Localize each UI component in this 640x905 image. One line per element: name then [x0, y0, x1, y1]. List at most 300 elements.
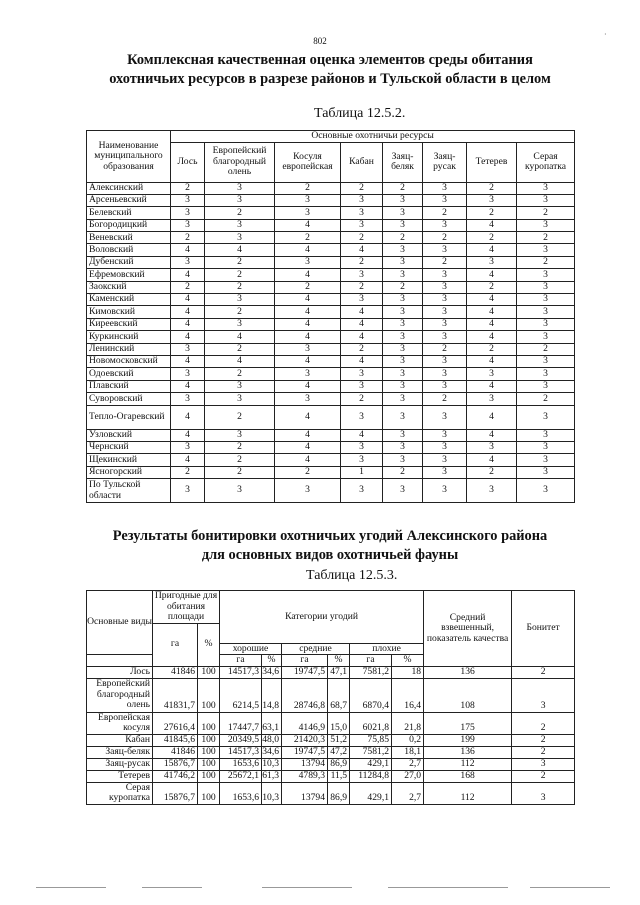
t2-good-ha: га [220, 655, 262, 667]
t1-resource-header: Тетерев [467, 142, 517, 182]
t2-value-cell: 136 [424, 666, 512, 678]
t2-value-cell: 14517,3 [220, 666, 262, 678]
t1-score-cell: 2 [423, 232, 467, 244]
t1-score-cell: 3 [517, 479, 575, 503]
t1-score-cell: 3 [205, 479, 275, 503]
t2-value-cell: 1653,6 [220, 782, 262, 804]
t1-score-cell: 4 [467, 331, 517, 343]
t2-medium-header: средние [282, 643, 350, 655]
t1-score-cell: 2 [205, 466, 275, 478]
t1-score-cell: 3 [467, 479, 517, 503]
t1-score-cell: 3 [383, 244, 423, 256]
table-row [87, 194, 575, 206]
t1-district-name: Чернский [87, 441, 171, 453]
t1-score-cell: 2 [423, 393, 467, 405]
t2-value-cell: 20349,5 [220, 734, 262, 746]
t1-score-cell: 3 [383, 380, 423, 392]
t1-score-cell: 2 [205, 269, 275, 281]
t1-score-cell: 3 [341, 294, 383, 306]
t2-value-cell: 14,8 [262, 678, 282, 712]
t2-value-cell: 100 [198, 782, 220, 804]
t1-score-cell: 4 [467, 355, 517, 367]
t2-value-cell: 2,7 [392, 758, 424, 770]
t2-value-cell: 4146,9 [282, 712, 328, 734]
t1-score-cell: 4 [341, 306, 383, 318]
t1-score-cell: 2 [171, 182, 205, 194]
t1-score-cell: 4 [171, 405, 205, 429]
t2-value-cell: 16,4 [392, 678, 424, 712]
t1-score-cell: 4 [205, 244, 275, 256]
t1-score-cell: 3 [423, 306, 467, 318]
t2-medium-pct: % [328, 655, 350, 667]
t1-score-cell: 2 [205, 256, 275, 268]
t1-score-cell: 3 [275, 207, 341, 219]
t2-poor-pct: % [392, 655, 424, 667]
t2-value-cell: 108 [424, 678, 512, 712]
t2-ha-header: га [153, 623, 198, 666]
t2-species-header: Основные виды [87, 591, 153, 655]
t1-resource-header: Европейский благородный олень [205, 142, 275, 182]
t1-score-cell: 2 [205, 368, 275, 380]
t1-score-cell: 2 [467, 466, 517, 478]
t1-score-cell: 4 [275, 269, 341, 281]
t2-value-cell: 429,1 [350, 782, 392, 804]
t1-score-cell: 3 [341, 479, 383, 503]
t1-score-cell: 2 [517, 256, 575, 268]
t2-value-cell: 27,0 [392, 770, 424, 782]
t1-resource-header: Кабан [341, 142, 383, 182]
t1-score-cell: 3 [517, 368, 575, 380]
t1-score-cell: 4 [171, 244, 205, 256]
section2-title [60, 527, 600, 565]
table-12-5-2 [86, 130, 575, 503]
t2-value-cell: 13794 [282, 758, 328, 770]
t1-score-cell: 3 [423, 405, 467, 429]
t1-score-cell: 4 [275, 380, 341, 392]
t1-district-name: Воловский [87, 244, 171, 256]
t2-value-cell: 48,0 [262, 734, 282, 746]
t1-district-name: Алексинский [87, 182, 171, 194]
t1-resource-header: Серая куропатка [517, 142, 575, 182]
t2-value-cell: 10,3 [262, 782, 282, 804]
t1-score-cell: 4 [171, 454, 205, 466]
t1-score-cell: 3 [171, 256, 205, 268]
t2-value-cell: 6021,8 [350, 712, 392, 734]
table-12-5-3 [86, 590, 575, 805]
t1-score-cell: 4 [275, 306, 341, 318]
table-row [87, 331, 575, 343]
t1-score-cell: 4 [467, 380, 517, 392]
t2-species-name: Кабан [87, 734, 153, 746]
t2-value-cell: 68,7 [328, 678, 350, 712]
t2-good-header: хорошие [220, 643, 282, 655]
footer-rule [530, 887, 610, 888]
t2-value-cell: 47,1 [328, 666, 350, 678]
t1-score-cell: 4 [171, 269, 205, 281]
table-row [87, 441, 575, 453]
t2-value-cell: 199 [424, 734, 512, 746]
t1-score-cell: 3 [383, 393, 423, 405]
t2-value-cell: 11,5 [328, 770, 350, 782]
t1-resource-header: Заяц-русак [423, 142, 467, 182]
t1-score-cell: 2 [467, 232, 517, 244]
t1-district-name: Ясногорский [87, 466, 171, 478]
t1-score-cell: 2 [171, 232, 205, 244]
t1-score-cell: 2 [517, 343, 575, 355]
t2-good-pct: % [262, 655, 282, 667]
t1-score-cell: 3 [383, 306, 423, 318]
t2-value-cell: 18 [392, 666, 424, 678]
t1-score-cell: 3 [517, 182, 575, 194]
t1-score-cell: 4 [467, 429, 517, 441]
table-row [87, 393, 575, 405]
t1-score-cell: 2 [517, 232, 575, 244]
t1-score-cell: 3 [275, 194, 341, 206]
table-row [87, 380, 575, 392]
t1-score-cell: 3 [423, 479, 467, 503]
t1-score-cell: 3 [171, 343, 205, 355]
t1-score-cell: 3 [341, 454, 383, 466]
t1-score-cell: 2 [205, 306, 275, 318]
t1-score-cell: 3 [467, 194, 517, 206]
t1-score-cell: 3 [517, 219, 575, 231]
t2-value-cell: 51,2 [328, 734, 350, 746]
t2-value-cell: 6870,4 [350, 678, 392, 712]
t2-value-cell: 47,2 [328, 746, 350, 758]
t1-score-cell: 4 [341, 331, 383, 343]
t2-poor-ha: га [350, 655, 392, 667]
t1-score-cell: 3 [423, 318, 467, 330]
t1-district-name: Суворовский [87, 393, 171, 405]
t1-score-cell: 3 [171, 393, 205, 405]
t1-score-cell: 3 [205, 194, 275, 206]
t2-value-cell: 175 [424, 712, 512, 734]
t2-species-name: Европейская косуля [87, 712, 153, 734]
t1-district-name: Киреевский [87, 318, 171, 330]
t1-score-cell: 4 [341, 318, 383, 330]
t1-score-cell: 4 [275, 244, 341, 256]
t1-score-cell: 3 [423, 244, 467, 256]
t2-value-cell: 3 [512, 782, 575, 804]
t2-value-cell: 2 [512, 746, 575, 758]
t1-score-cell: 2 [275, 466, 341, 478]
t1-score-cell: 3 [423, 380, 467, 392]
t2-value-cell: 3 [512, 678, 575, 712]
t1-score-cell: 4 [341, 244, 383, 256]
t2-value-cell: 100 [198, 666, 220, 678]
t1-score-cell: 3 [517, 441, 575, 453]
t1-score-cell: 3 [517, 194, 575, 206]
t2-value-cell: 3 [512, 758, 575, 770]
t2-value-cell: 100 [198, 678, 220, 712]
t2-bonitet-header: Бонитет [512, 591, 575, 667]
t2-value-cell: 112 [424, 782, 512, 804]
t1-district-name: Каменский [87, 294, 171, 306]
t1-score-cell: 3 [171, 207, 205, 219]
t1-score-cell: 3 [517, 466, 575, 478]
t1-score-cell: 4 [275, 294, 341, 306]
t1-score-cell: 2 [383, 466, 423, 478]
t2-value-cell: 61,3 [262, 770, 282, 782]
t2-value-cell: 41831,7 [153, 678, 198, 712]
t1-score-cell: 2 [205, 454, 275, 466]
table-row [87, 405, 575, 429]
table-row [87, 712, 575, 734]
t1-score-cell: 2 [341, 393, 383, 405]
table-row [87, 294, 575, 306]
table-row [87, 479, 575, 503]
t1-score-cell: 3 [517, 405, 575, 429]
t1-score-cell: 3 [517, 331, 575, 343]
t2-value-cell: 41846 [153, 666, 198, 678]
t1-score-cell: 4 [467, 318, 517, 330]
t1-score-cell: 3 [423, 294, 467, 306]
t1-score-cell: 3 [383, 343, 423, 355]
t1-score-cell: 3 [517, 281, 575, 293]
t2-value-cell: 11284,8 [350, 770, 392, 782]
t1-score-cell: 4 [275, 355, 341, 367]
t1-score-cell: 4 [341, 429, 383, 441]
t1-score-cell: 4 [467, 454, 517, 466]
t1-score-cell: 2 [517, 393, 575, 405]
table-row [87, 666, 575, 678]
t1-score-cell: 4 [467, 294, 517, 306]
t2-value-cell: 429,1 [350, 758, 392, 770]
table-row [87, 454, 575, 466]
t1-score-cell: 3 [341, 219, 383, 231]
t1-district-name: Белевский [87, 207, 171, 219]
t1-score-cell: 2 [205, 405, 275, 429]
t1-score-cell: 2 [275, 232, 341, 244]
t2-value-cell: 21420,3 [282, 734, 328, 746]
t2-value-cell: 2 [512, 770, 575, 782]
table-row [87, 281, 575, 293]
t1-score-cell: 3 [423, 466, 467, 478]
t1-score-cell: 3 [383, 207, 423, 219]
t1-score-cell: 3 [205, 318, 275, 330]
t1-score-cell: 4 [275, 331, 341, 343]
table-row [87, 429, 575, 441]
table-row [87, 782, 575, 804]
t1-score-cell: 2 [205, 441, 275, 453]
t1-district-name: Одоевский [87, 368, 171, 380]
t1-score-cell: 3 [517, 380, 575, 392]
t1-score-cell: 2 [467, 207, 517, 219]
t2-value-cell: 14517,3 [220, 746, 262, 758]
t2-avg-header: Средний взвешенный, показатель качества [424, 591, 512, 667]
t1-score-cell: 2 [275, 281, 341, 293]
footer-rule [388, 887, 508, 888]
t2-value-cell: 7581,2 [350, 666, 392, 678]
t2-species-name: Серая куропатка [87, 782, 153, 804]
t1-score-cell: 3 [383, 368, 423, 380]
t1-score-cell: 2 [171, 281, 205, 293]
t2-value-cell: 27616,4 [153, 712, 198, 734]
t1-score-cell: 3 [423, 441, 467, 453]
t1-score-cell: 3 [423, 269, 467, 281]
t1-district-name: Богородицкий [87, 219, 171, 231]
section1-title [60, 51, 600, 89]
t1-score-cell: 2 [341, 343, 383, 355]
t1-score-cell: 2 [383, 281, 423, 293]
t1-group-header: Основные охотничьи ресурсы [171, 131, 575, 143]
t2-value-cell: 100 [198, 734, 220, 746]
t1-score-cell: 2 [275, 182, 341, 194]
t2-value-cell: 15876,7 [153, 758, 198, 770]
t1-score-cell: 3 [517, 244, 575, 256]
t1-score-cell: 3 [383, 355, 423, 367]
t1-name-header: Наименование муниципального образования [87, 131, 171, 183]
t1-score-cell: 4 [171, 429, 205, 441]
t2-value-cell: 136 [424, 746, 512, 758]
t2-value-cell: 15,0 [328, 712, 350, 734]
t1-score-cell: 2 [341, 232, 383, 244]
t1-score-cell: 3 [205, 380, 275, 392]
t1-score-cell: 3 [383, 194, 423, 206]
t2-value-cell: 17447,7 [220, 712, 262, 734]
t1-score-cell: 3 [423, 182, 467, 194]
t2-value-cell: 75,85 [350, 734, 392, 746]
table-row [87, 368, 575, 380]
table-row [87, 343, 575, 355]
t1-score-cell: 3 [467, 368, 517, 380]
t1-score-cell: 4 [275, 429, 341, 441]
table-row [87, 770, 575, 782]
t1-score-cell: 4 [171, 306, 205, 318]
t1-score-cell: 3 [383, 294, 423, 306]
t2-value-cell: 25672,1 [220, 770, 262, 782]
t1-district-name: Кимовский [87, 306, 171, 318]
table-row [87, 306, 575, 318]
t1-score-cell: 3 [205, 182, 275, 194]
table-row [87, 678, 575, 712]
footer-rule [262, 887, 352, 888]
t2-value-cell: 41846 [153, 746, 198, 758]
t2-value-cell: 34,6 [262, 666, 282, 678]
table2-caption: Таблица 12.5.3. [306, 568, 398, 583]
t1-score-cell: 4 [275, 219, 341, 231]
section1-title-line2: охотничьих ресурсов в разрезе районов и Тульской области в целом [109, 71, 551, 87]
t1-score-cell: 3 [341, 368, 383, 380]
t2-species-name: Тетерев [87, 770, 153, 782]
t2-value-cell: 6214,5 [220, 678, 262, 712]
t1-score-cell: 3 [171, 441, 205, 453]
t1-score-cell: 2 [383, 182, 423, 194]
t2-species-spacer [87, 655, 153, 667]
t2-value-cell: 19747,5 [282, 746, 328, 758]
t2-value-cell: 15876,7 [153, 782, 198, 804]
t1-district-name: Тепло-Огаревский [87, 405, 171, 429]
t1-score-cell: 3 [423, 368, 467, 380]
table-row [87, 758, 575, 770]
t2-medium-ha: га [282, 655, 328, 667]
t1-score-cell: 3 [171, 219, 205, 231]
t1-score-cell: 2 [205, 207, 275, 219]
t1-score-cell: 3 [341, 194, 383, 206]
t1-score-cell: 3 [383, 479, 423, 503]
t2-value-cell: 18,1 [392, 746, 424, 758]
t2-value-cell: 86,9 [328, 758, 350, 770]
t1-score-cell: 3 [517, 318, 575, 330]
t1-score-cell: 4 [275, 454, 341, 466]
t1-score-cell: 4 [171, 318, 205, 330]
t2-value-cell: 2 [512, 666, 575, 678]
table-row [87, 355, 575, 367]
t1-score-cell: 3 [275, 368, 341, 380]
t1-score-cell: 4 [205, 355, 275, 367]
t1-score-cell: 3 [467, 441, 517, 453]
footer-rule [142, 887, 202, 888]
t1-score-cell: 3 [275, 256, 341, 268]
t1-score-cell: 3 [383, 256, 423, 268]
t1-score-cell: 4 [467, 306, 517, 318]
t2-categories-header: Категории угодий [220, 591, 424, 644]
t2-poor-header: плохие [350, 643, 424, 655]
t1-score-cell: 4 [341, 355, 383, 367]
t1-score-cell: 4 [275, 318, 341, 330]
t1-score-cell: 2 [423, 207, 467, 219]
t1-score-cell: 2 [171, 466, 205, 478]
t1-score-cell: 4 [467, 244, 517, 256]
t1-score-cell: 3 [341, 207, 383, 219]
t2-value-cell: 112 [424, 758, 512, 770]
t1-score-cell: 3 [275, 343, 341, 355]
t1-district-name: Ефремовский [87, 269, 171, 281]
t2-value-cell: 41845,6 [153, 734, 198, 746]
t1-score-cell: 3 [423, 429, 467, 441]
t1-score-cell: 3 [383, 269, 423, 281]
t1-score-cell: 2 [205, 281, 275, 293]
t1-score-cell: 3 [205, 429, 275, 441]
t1-score-cell: 4 [275, 441, 341, 453]
footer-rule [36, 887, 106, 888]
t1-resource-header: Лось [171, 142, 205, 182]
table-row [87, 219, 575, 231]
t1-score-cell: 3 [423, 281, 467, 293]
t1-district-name: Веневский [87, 232, 171, 244]
table1-caption: Таблица 12.5.2. [314, 106, 406, 121]
corner-mark: · [604, 30, 607, 39]
t1-score-cell: 3 [423, 331, 467, 343]
t1-score-cell: 3 [383, 454, 423, 466]
t2-value-cell: 4789,3 [282, 770, 328, 782]
t2-value-cell: 100 [198, 770, 220, 782]
t1-score-cell: 3 [517, 454, 575, 466]
t1-score-cell: 3 [383, 429, 423, 441]
table-row [87, 207, 575, 219]
t1-score-cell: 3 [467, 393, 517, 405]
table-row [87, 734, 575, 746]
t1-score-cell: 3 [423, 194, 467, 206]
t1-score-cell: 2 [341, 281, 383, 293]
t1-score-cell: 3 [383, 219, 423, 231]
t1-district-name: Дубенский [87, 256, 171, 268]
t1-score-cell: 3 [423, 454, 467, 466]
t1-score-cell: 3 [517, 306, 575, 318]
t1-score-cell: 2 [517, 207, 575, 219]
t2-pct-header: % [198, 623, 220, 666]
t2-species-name: Европейский благородный олень [87, 678, 153, 712]
t1-score-cell: 3 [275, 479, 341, 503]
t1-score-cell: 4 [171, 331, 205, 343]
t1-score-cell: 3 [517, 269, 575, 281]
t2-value-cell: 28746,8 [282, 678, 328, 712]
section1-title-line1: Комплексная качественная оценка элементов среды обитания [127, 52, 533, 68]
t1-score-cell: 3 [383, 405, 423, 429]
t1-score-cell: 4 [171, 380, 205, 392]
t1-district-name: Новомосковский [87, 355, 171, 367]
t2-value-cell: 34,6 [262, 746, 282, 758]
